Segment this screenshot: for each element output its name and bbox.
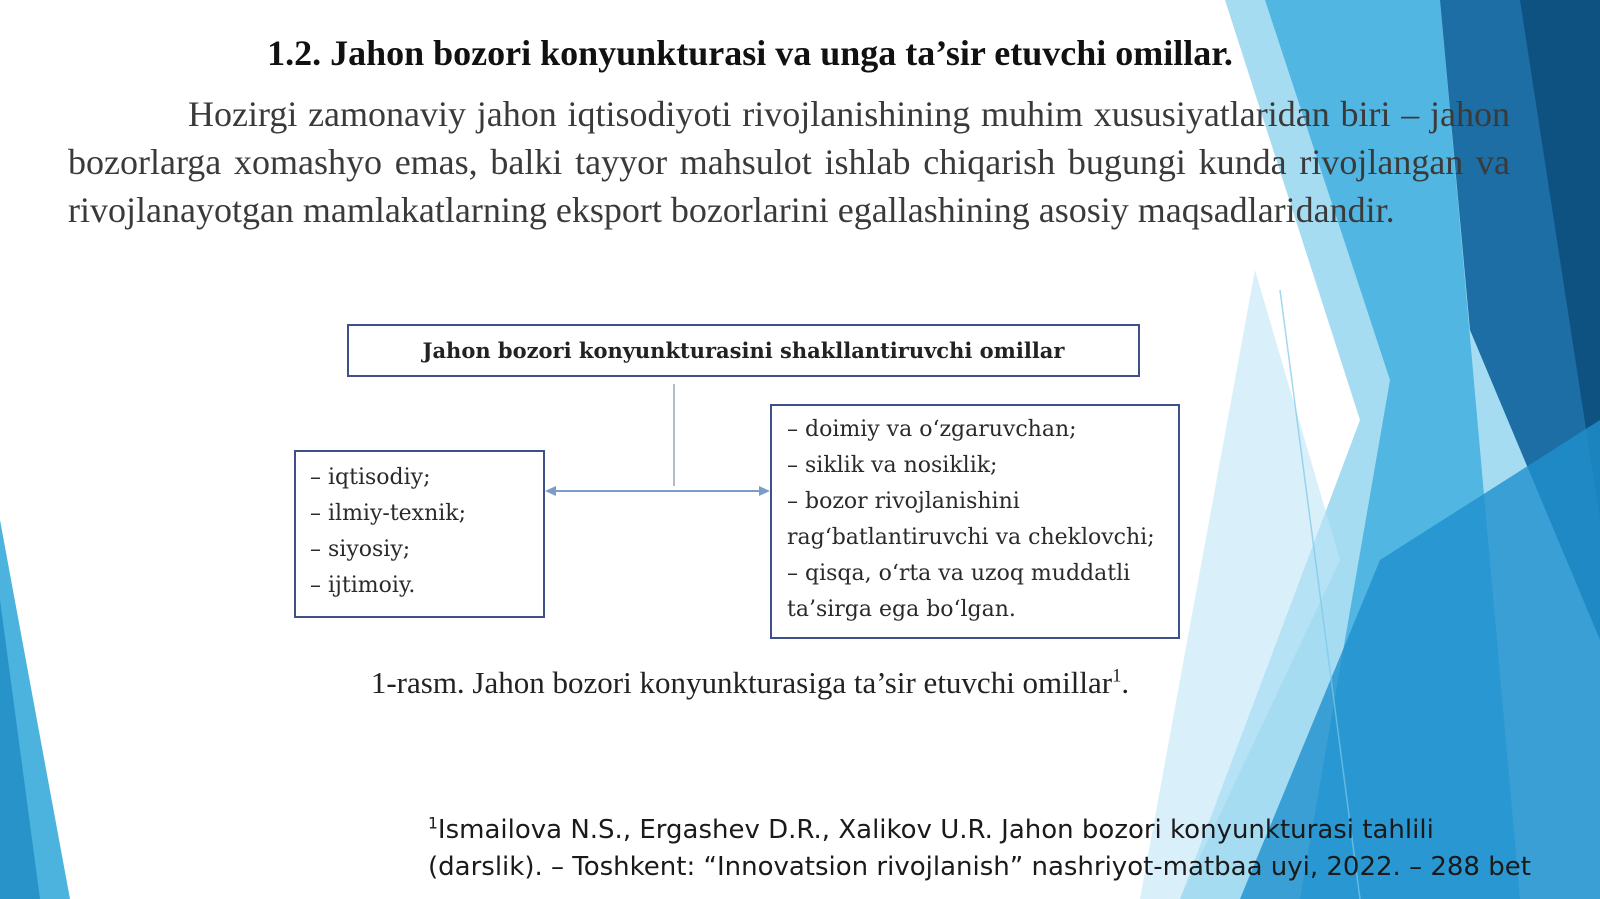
arrow-right-head [759,486,770,496]
footnote-text-1: Ismailova N.S., Ergashev D.R., Xalikov U.R. Jahon bozori konyunkturasi tahlili [437,815,1434,845]
right-item-3-cont: rag‘batlantiruvchi va cheklovchi; [787,525,1155,550]
slide-title: 1.2. Jahon bozori konyunkturasi va unga ta’sir etuvchi omillar. [267,33,1233,73]
figure-caption [0,665,1500,701]
right-item-1: – doimiy va o‘zgaruvchan; [787,417,1077,442]
diagram-top-box: Jahon bozori konyunkturasini shakllantiruvchi omillar [347,324,1140,377]
diagram-left-box [294,450,545,618]
caption-end: . [1121,665,1130,700]
footnote-mark: 1 [428,814,438,833]
right-item-3: – bozor rivojlanishini [787,489,1020,514]
right-item-4: – qisqa, o‘rta va uzoq muddatli [787,561,1131,586]
left-item-scientific: – ilmiy-texnik; [310,501,467,526]
caption-footnote-mark: 1 [1112,665,1122,687]
footnote-line-1 [428,812,1598,849]
left-item-social: – ijtimoiy. [310,573,416,598]
intro-paragraph: Hozirgi zamonaviy jahon iqtisodiyoti rivojlanishining muhim xususiyatlaridan biri – jahon bozorlarga xomashyo emas, balki tayyor mahsulot ishlab chiqarish bugungi kunda rivojlangan va rivojlanayotgan mamlakatlarning eksport bozorlarini egallashining asosiy maqsadlaridandir. [68,94,1510,230]
left-item-political: – siyosiy; [310,537,411,562]
diagram-right-box [770,404,1180,639]
right-item-4-cont: ta’sirga ega bo‘lgan. [787,597,1016,622]
caption-text: 1-rasm. Jahon bozori konyunkturasiga ta’sir etuvchi omillar [370,665,1113,700]
arrow-left-head [545,486,556,496]
footnote-line-2: (darslik). – Toshkent: “Innovatsion rivojlanish” nashriyot-matbaa uyi, 2022. – 288 bet [428,852,1531,882]
left-item-economic: – iqtisodiy; [310,465,431,490]
right-item-2: – siklik va nosiklik; [787,453,998,478]
footnote [428,812,1598,886]
